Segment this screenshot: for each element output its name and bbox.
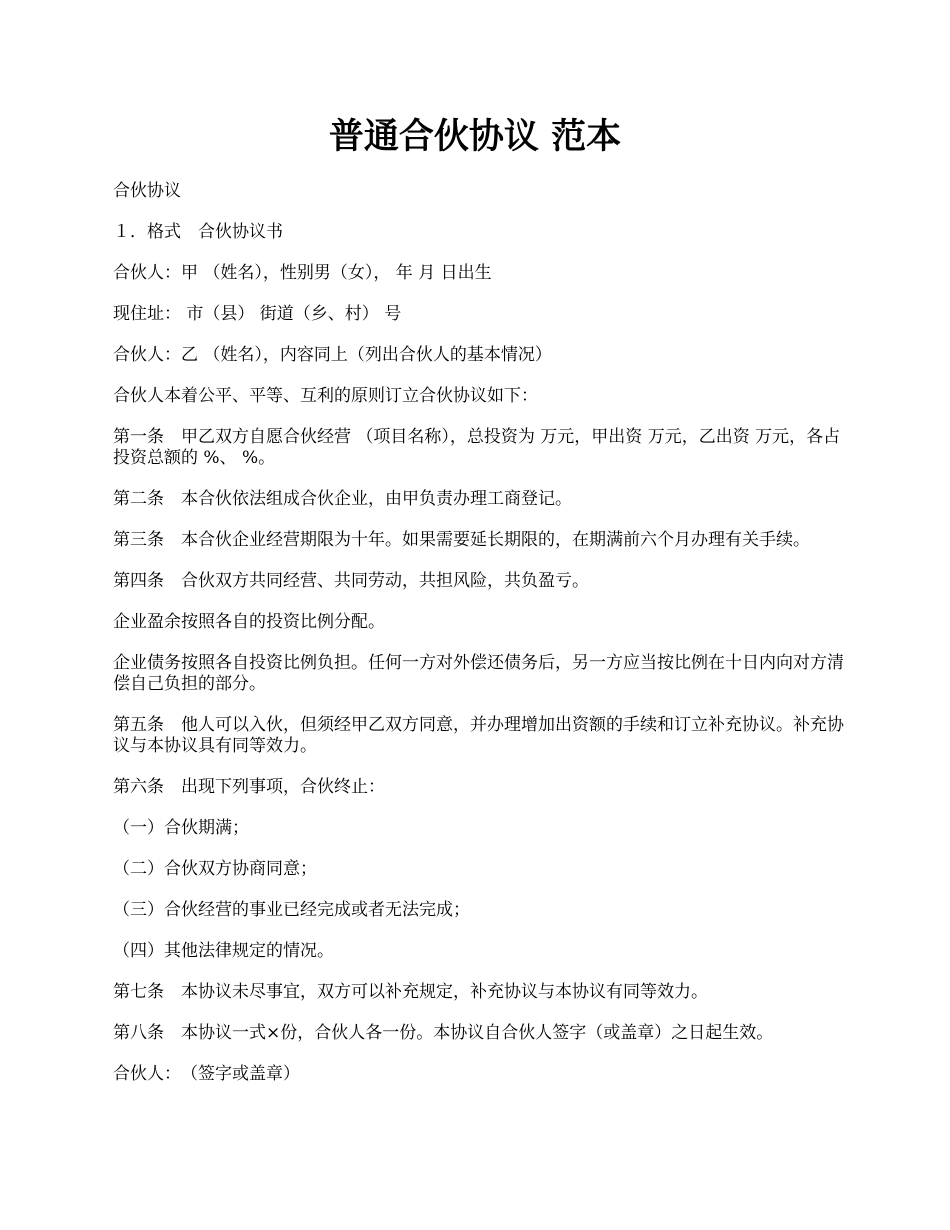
paragraph-article-6: 第六条 出现下列事项，合伙终止： <box>113 777 385 797</box>
paragraph-article-3: 第三条 本合伙企业经营期限为十年。如果需要延长期限的，在期满前六个月办理有关手续。 <box>113 530 810 550</box>
paragraph-debt: 企业债务按照各自投资比例负担。任何一方对外偿还债务后，另一方应当按比例在十日内向对方清偿自己负担的部分。 <box>113 653 844 694</box>
paragraph-signature: 合伙人： （签字或盖章） <box>113 1064 300 1084</box>
page-title: 普通合伙协议 范本 <box>328 116 622 157</box>
paragraph-partner-a: 合伙人：甲 （姓名），性别男（女）， 年 月 日出生 <box>113 263 492 283</box>
paragraph-item-2: （二）合伙双方协商同意； <box>113 859 317 879</box>
paragraph-article-4: 第四条 合伙双方共同经营、共同劳动，共担风险，共负盈亏。 <box>113 571 589 591</box>
paragraph-address: 现住址： 市（县） 街道（乡、村） 号 <box>113 304 402 324</box>
paragraph-article-7: 第七条 本协议未尽事宜，双方可以补充规定，补充协议与本协议有同等效力。 <box>113 982 708 1002</box>
paragraph-preamble: 合伙人本着公平、平等、互利的原则订立合伙协议如下： <box>113 386 538 406</box>
paragraph-format: １．格式 合伙协议书 <box>113 222 283 242</box>
paragraph-item-3: （三）合伙经营的事业已经完成或者无法完成； <box>113 900 470 920</box>
paragraph-article-5: 第五条 他人可以入伙，但须经甲乙双方同意，并办理增加出资额的手续和订立补充协议。补充协议与本协议具有同等效力。 <box>113 715 844 756</box>
paragraph-article-1: 第一条 甲乙双方自愿合伙经营 （项目名称），总投资为 万元，甲出资 万元，乙出资 万元，各占投资总额的 %、 %。 <box>113 427 841 468</box>
paragraph-profit: 企业盈余按照各自的投资比例分配。 <box>113 612 385 632</box>
paragraph-partner-b: 合伙人：乙 （姓名），内容同上（列出合伙人的基本情况） <box>113 345 552 365</box>
paragraph-article-8: 第八条 本协议一式×份，合伙人各一份。本协议自合伙人签字（或盖章）之日起生效。 <box>113 1023 774 1043</box>
paragraph-heading: 合伙协议 <box>113 181 181 201</box>
paragraph-article-2: 第二条 本合伙依法组成合伙企业，由甲负责办理工商登记。 <box>113 489 572 509</box>
document-body <box>113 181 853 1105</box>
paragraph-item-4: （四）其他法律规定的情况。 <box>113 941 334 961</box>
paragraph-item-1: （一）合伙期满； <box>113 818 249 838</box>
